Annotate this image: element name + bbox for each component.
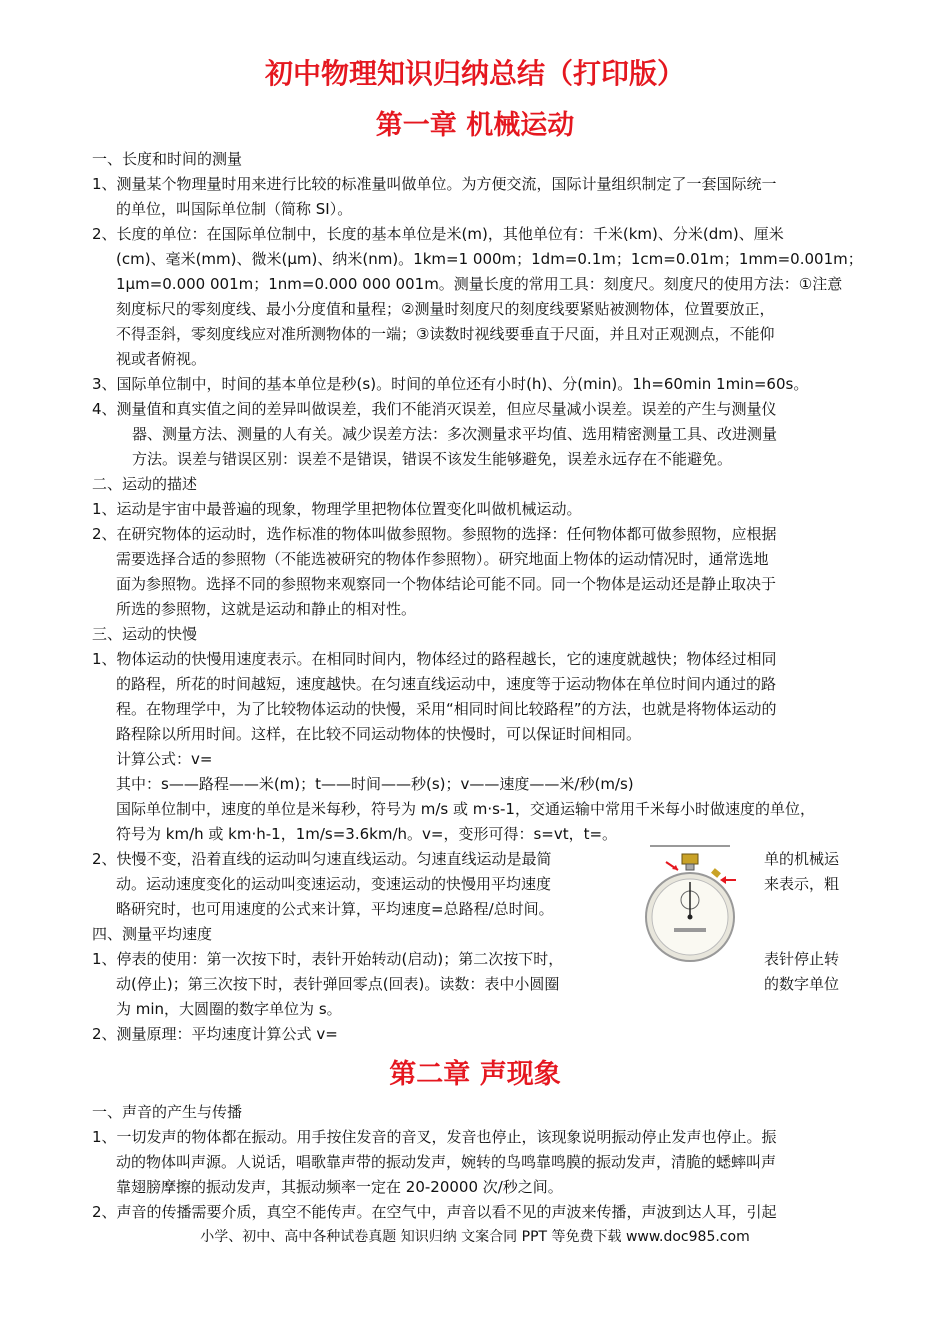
- paragraph-line: 器、测量方法、测量的人有关。减少误差方法：多次测量求平均值、选用精密测量工具、改进测量: [132, 425, 778, 443]
- section-heading: 四、测量平均速度: [92, 925, 213, 943]
- paragraph-line: 表针停止转: [764, 950, 840, 968]
- paragraph-line: 2、快慢不变，沿着直线的运动叫匀速直线运动。匀速直线运动是最简: [92, 850, 552, 868]
- stopwatch-image: [640, 842, 740, 962]
- paragraph-line: 的数字单位: [764, 975, 840, 993]
- paragraph-line: 动(停止)；第三次按下时，表针弹回零点(回表)。读数：表中小圆圈: [116, 975, 560, 993]
- paragraph-line: 2、测量原理：平均速度计算公式 v=: [92, 1025, 338, 1043]
- paragraph-line: 动的物体叫声源。人说话，唱歌靠声带的振动发声，婉转的鸟鸣靠鸣膜的振动发声，清脆的蟋蟀叫声: [116, 1153, 777, 1171]
- paragraph-line: 1、物体运动的快慢用速度表示。在相同时间内，物体经过的路程越长，它的速度就越快；物体经过相同: [92, 650, 777, 668]
- paragraph-line: 所选的参照物，这就是运动和静止的相对性。: [116, 600, 417, 618]
- paragraph-line: 刻度标尺的零刻度线、最小分度值和量程；②测量时刻度尺的刻度线要紧贴被测物体，位置要放正，: [116, 300, 775, 318]
- paragraph-line: 1、一切发声的物体都在振动。用手按住发音的音叉，发音也停止，该现象说明振动停止发声也停止。振: [92, 1128, 777, 1146]
- paragraph-line: 其中：s——路程——米(m)；t——时间——秒(s)；v——速度——米/秒(m/s): [116, 775, 634, 793]
- section-heading: 三、运动的快慢: [92, 625, 198, 643]
- document-title: 初中物理知识归纳总结（打印版）: [264, 57, 685, 90]
- section-heading: 二、运动的描述: [92, 475, 198, 493]
- paragraph-line: 2、在研究物体的运动时，选作标准的物体叫做参照物。参照物的选择：任何物体都可做参照物，应根据: [92, 525, 777, 543]
- paragraph-line: 的路程，所花的时间越短，速度越快。在匀速直线运动中，速度等于运动物体在单位时间内通过的路: [116, 675, 777, 693]
- paragraph-line: 3、国际单位制中，时间的基本单位是秒(s)。时间的单位还有小时(h)、分(min)。1h=60min 1min=60s。: [92, 375, 809, 393]
- paragraph-line: 2、声音的传播需要介质，真空不能传声。在空气中，声音以看不见的声波来传播，声波到达人耳，引起: [92, 1203, 777, 1221]
- paragraph-line: 不得歪斜，零刻度线应对准所测物体的一端；③读数时视线要垂直于尺面，并且对正观测点，不能仰: [116, 325, 775, 343]
- paragraph-line: 视或者俯视。: [116, 350, 207, 368]
- paragraph-line: 单的机械运: [764, 850, 840, 868]
- paragraph-line: 略研究时，也可用速度的公式来计算，平均速度=总路程/总时间。: [116, 900, 554, 918]
- paragraph-line: 路程除以所用时间。这样，在比较不同运动物体的快慢时，可以保证时间相同。: [116, 725, 642, 743]
- section-heading: 一、长度和时间的测量: [92, 150, 243, 168]
- section-heading: 一、声音的产生与传播: [92, 1103, 243, 1121]
- chapter-2-heading: 第二章 声现象: [389, 1059, 561, 1090]
- paragraph-line: 为 min，大圆圈的数字单位为 s。: [116, 1000, 342, 1018]
- chapter-1-heading: 第一章 机械运动: [375, 110, 575, 141]
- paragraph-line: 靠翅膀摩擦的振动发声，其振动频率一定在 20-20000 次/秒之间。: [116, 1178, 563, 1196]
- paragraph-line: 的单位，叫国际单位制（简称 SI）。: [116, 200, 353, 218]
- paragraph-line: 1、运动是宇宙中最普遍的现象，物理学里把物体位置变化叫做机械运动。: [92, 500, 582, 518]
- paragraph-line: 需要选择合适的参照物（不能选被研究的物体作参照物）。研究地面上物体的运动情况时，通常选地: [116, 550, 769, 568]
- paragraph-line: 动。运动速度变化的运动叫变速运动，变速运动的快慢用平均速度: [116, 875, 552, 893]
- paragraph-line: 面为参照物。选择不同的参照物来观察同一个物体结论可能不同。同一个物体是运动还是静止取决于: [116, 575, 777, 593]
- paragraph-line: 1、停表的使用：第一次按下时，表针开始转动(启动)；第二次按下时，: [92, 950, 564, 968]
- footer-text: 小学、初中、高中各种试卷真题 知识归纳 文案合同 PPT 等免费下载 www.doc985.com: [200, 1229, 750, 1245]
- paragraph-line: (cm)、毫米(mm)、微米(μm)、纳米(nm)。1km=1 000m；1dm=0.1m；1cm=0.01m；1mm=0.001m；: [116, 250, 863, 268]
- paragraph-line: 符号为 km/h 或 km·h-1，1m/s=3.6km/h。v=，变形可得：s=vt，t=。: [116, 825, 618, 843]
- paragraph-line: 1、测量某个物理量时用来进行比较的标准量叫做单位。为方便交流，国际计量组织制定了一套国际统一: [92, 175, 777, 193]
- paragraph-line: 1μm=0.000 001m；1nm=0.000 000 001m。测量长度的常用工具：刻度尺。刻度尺的使用方法：①注意: [116, 275, 843, 293]
- paragraph-line: 方法。误差与错误区别：误差不是错误，错误不该发生能够避免，误差永远存在不能避免。: [132, 450, 733, 468]
- paragraph-line: 国际单位制中，速度的单位是米每秒，符号为 m/s 或 m·s-1，交通运输中常用千米每小时做速度的单位，: [116, 800, 815, 818]
- paragraph-line: 程。在物理学中，为了比较物体运动的快慢，采用“相同时间比较路程”的方法，也就是将物体运动的: [116, 700, 777, 718]
- paragraph-line: 2、长度的单位：在国际单位制中，长度的基本单位是米(m)，其他单位有：千米(km)、分米(dm)、厘米: [92, 225, 784, 243]
- paragraph-line: 4、测量值和真实值之间的差异叫做误差，我们不能消灭误差，但应尽量减小误差。误差的产生与测量仪: [92, 400, 777, 418]
- paragraph-line: 来表示，粗: [764, 875, 840, 893]
- formula-line: 计算公式：v=: [116, 750, 213, 768]
